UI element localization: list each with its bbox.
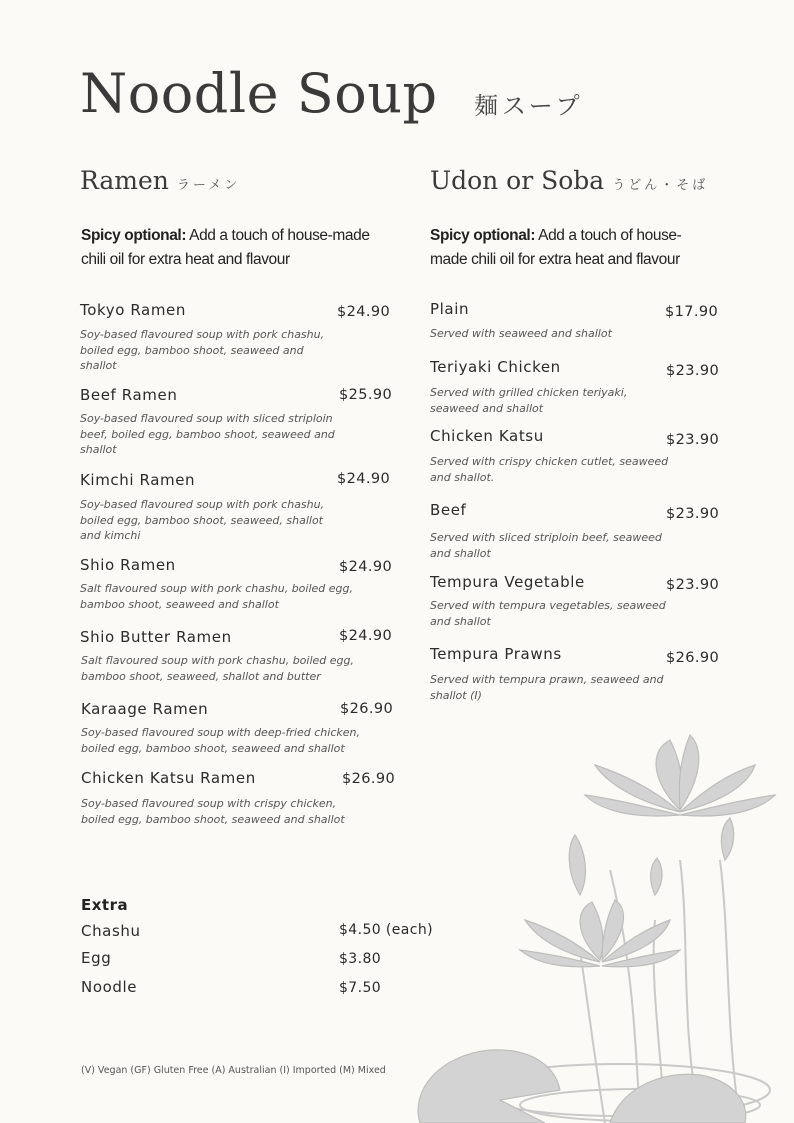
- page-title: Noodle Soup: [80, 62, 438, 125]
- ramen-spicy-label: Spicy optional:: [81, 227, 187, 244]
- dietary-legend: (V) Vegan (GF) Gluten Free (A) Australian (I) Imported (M) Mixed: [81, 1065, 386, 1076]
- menu-item-name: Kimchi Ramen: [80, 471, 196, 489]
- udon-spicy-label: Spicy optional:: [430, 227, 536, 244]
- page-title-japanese: 麺スープ: [474, 92, 584, 120]
- menu-item-name: Chicken Katsu Ramen: [81, 769, 256, 787]
- extra-item-price: $7.50: [339, 980, 382, 996]
- menu-item-description: Soy-based flavoured soup with deep-fried chicken, boiled egg, bamboo shoot, seaweed and shallot: [81, 726, 360, 755]
- ramen-section-title: [80, 166, 240, 195]
- menu-item-name: Tempura Vegetable: [430, 573, 585, 591]
- extra-item-name: Egg: [81, 949, 112, 967]
- extra-item-price: $4.50 (each): [339, 922, 434, 938]
- ramen-title-japanese: ラーメン: [176, 178, 241, 193]
- ramen-spicy-text: Add a touch of house-made chili oil for extra heat and flavour: [81, 227, 370, 268]
- extra-item-price: $3.80: [339, 951, 382, 967]
- menu-item-price: $23.90: [666, 432, 720, 448]
- menu-item-name: Teriyaki Chicken: [430, 358, 561, 376]
- menu-item-name: Shio Butter Ramen: [80, 628, 232, 646]
- menu-item-name: Beef Ramen: [80, 386, 178, 404]
- udon-section-title: [430, 166, 708, 195]
- udon-spicy-note: [430, 224, 695, 272]
- extra-item-name: Noodle: [81, 978, 138, 996]
- extra-item-name: Chashu: [81, 922, 141, 940]
- menu-item-name: Tempura Prawns: [430, 645, 562, 663]
- menu-item-name: Beef: [430, 501, 467, 519]
- udon-spicy-text: Add a touch of house-made chili oil for extra heat and flavour: [430, 227, 682, 268]
- menu-item-price: $23.90: [666, 506, 720, 522]
- menu-item-name: Shio Ramen: [80, 556, 176, 574]
- udon-title: Udon or Soba: [430, 166, 605, 195]
- menu-item-description: Served with seaweed and shallot: [430, 327, 612, 340]
- menu-item-price: $25.90: [339, 387, 393, 403]
- menu-item-description: Served with tempura vegetables, seaweed and shallot: [430, 599, 666, 628]
- ramen-spicy-note: [81, 224, 381, 272]
- menu-item-price: $24.90: [339, 628, 393, 644]
- lotus-illustration: [380, 720, 794, 1123]
- menu-item-name: Plain: [430, 300, 470, 318]
- menu-item-name: Karaage Ramen: [81, 700, 209, 718]
- menu-item-description: Soy-based flavoured soup with pork chashu, boiled egg, bamboo shoot, seaweed and shallot: [80, 328, 325, 372]
- menu-item-description: Soy-based flavoured soup with sliced striploin beef, boiled egg, bamboo shoot, seaweed and shallot: [80, 412, 335, 456]
- menu-item-price: $17.90: [665, 304, 719, 320]
- extra-heading: Extra: [81, 896, 129, 914]
- menu-item-description: Soy-based flavoured soup with crispy chicken, boiled egg, bamboo shoot, seaweed and shallot: [81, 797, 345, 826]
- udon-title-japanese: うどん・そば: [612, 178, 709, 193]
- menu-item-name: Chicken Katsu: [430, 427, 544, 445]
- menu-item-description: Salt flavoured soup with pork chashu, boiled egg, bamboo shoot, seaweed and shallot: [80, 582, 353, 611]
- menu-item-description: Served with tempura prawn, seaweed and shallot (I): [430, 673, 664, 702]
- menu-item-price: $26.90: [666, 650, 720, 666]
- menu-item-price: $26.90: [342, 771, 396, 787]
- menu-item-name: Tokyo Ramen: [80, 301, 186, 319]
- menu-item-price: $24.90: [337, 304, 391, 320]
- menu-item-description: Served with sliced striploin beef, seaweed and shallot: [430, 531, 662, 560]
- menu-item-price: $26.90: [340, 701, 394, 717]
- menu-item-price: $24.90: [337, 471, 391, 487]
- menu-item-price: $24.90: [339, 559, 393, 575]
- menu-item-description: Soy-based flavoured soup with pork chashu, boiled egg, bamboo shoot, seaweed, shallot and kimchi: [80, 498, 325, 542]
- menu-item-description: Served with grilled chicken teriyaki, seaweed and shallot: [430, 386, 628, 415]
- menu-item-description: Served with crispy chicken cutlet, seaweed and shallot.: [430, 455, 669, 484]
- menu-item-description: Salt flavoured soup with pork chashu, boiled egg, bamboo shoot, seaweed, shallot and butter: [81, 654, 354, 683]
- menu-item-price: $23.90: [666, 363, 720, 379]
- ramen-title: Ramen: [80, 166, 169, 195]
- menu-item-price: $23.90: [666, 577, 720, 593]
